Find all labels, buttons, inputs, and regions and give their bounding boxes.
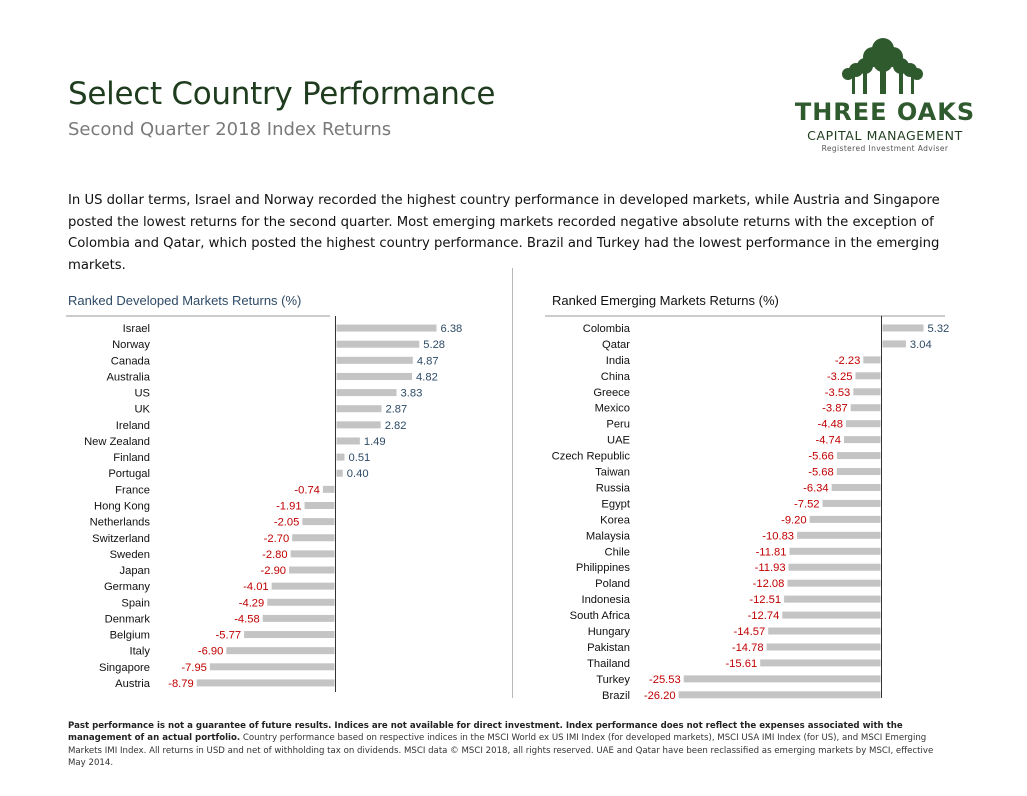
developed-category-label: Italy xyxy=(129,645,150,658)
emerging-category-label: Korea xyxy=(600,514,630,527)
developed-data-label: -2.70 xyxy=(263,532,290,545)
developed-bar xyxy=(337,470,343,477)
developed-category-label: Portugal xyxy=(108,468,150,481)
emerging-category-label: Taiwan xyxy=(595,466,630,479)
emerging-bar xyxy=(684,675,881,682)
developed-category-label: Switzerland xyxy=(92,532,150,545)
developed-category-label: Australia xyxy=(106,371,150,384)
emerging-bar xyxy=(846,420,881,427)
emerging-data-label: -12.08 xyxy=(752,578,785,591)
developed-data-label: 5.28 xyxy=(423,339,446,352)
emerging-data-label: -7.52 xyxy=(794,498,820,511)
developed-category-label: New Zealand xyxy=(84,435,150,448)
emerging-data-label: 3.04 xyxy=(909,338,932,351)
page-title: Select Country Performance xyxy=(68,76,496,112)
emerging-data-label: -10.83 xyxy=(762,530,795,543)
developed-data-label: -4.01 xyxy=(243,581,269,594)
developed-bar xyxy=(272,583,335,590)
emerging-bar xyxy=(789,564,881,571)
emerging-category-label: South Africa xyxy=(569,610,630,623)
emerging-data-label: -3.25 xyxy=(826,370,853,383)
emerging-category-label: Philippines xyxy=(575,562,630,575)
developed-data-label: -2.80 xyxy=(262,548,288,561)
developed-bar xyxy=(337,454,345,461)
emerging-data-label: -25.53 xyxy=(649,673,681,686)
emerging-data-label: -11.93 xyxy=(754,562,786,575)
developed-bar xyxy=(197,679,335,686)
emerging-bar xyxy=(837,452,881,459)
emerging-bar xyxy=(863,356,880,363)
developed-data-label: -4.58 xyxy=(234,613,260,626)
emerging-bar xyxy=(832,484,881,491)
emerging-bar xyxy=(797,532,880,539)
emerging-data-label: -14.57 xyxy=(733,626,766,639)
emerging-data-label: -12.74 xyxy=(747,610,780,623)
developed-bar xyxy=(337,325,437,332)
developed-category-label: US xyxy=(134,387,150,400)
developed-bar xyxy=(291,550,335,557)
emerging-category-label: Peru xyxy=(606,418,630,431)
footer-disclaimer xyxy=(68,720,948,769)
emerging-category-label: Pakistan xyxy=(587,641,630,654)
developed-data-label: 0.51 xyxy=(348,452,371,465)
developed-bar xyxy=(267,599,334,606)
developed-category-label: Denmark xyxy=(104,613,150,626)
emerging-bar xyxy=(782,612,880,619)
developed-data-label: 1.49 xyxy=(363,435,386,448)
developed-data-label: -2.90 xyxy=(260,565,287,578)
emerging-data-label: -15.61 xyxy=(725,657,758,670)
developed-bar xyxy=(323,486,335,493)
emerging-category-label: Malaysia xyxy=(585,530,630,543)
emerging-bar xyxy=(679,691,881,698)
developed-bar xyxy=(337,405,382,412)
developed-category-label: Israel xyxy=(122,323,150,336)
developed-category-label: France xyxy=(115,484,150,497)
emerging-bar xyxy=(851,404,881,411)
emerging-data-label: 5.32 xyxy=(927,322,950,335)
emerging-bar xyxy=(823,500,881,507)
developed-bar xyxy=(337,373,413,380)
developed-category-label: Finland xyxy=(113,452,150,465)
developed-category-label: Austria xyxy=(115,677,150,690)
emerging-category-label: UAE xyxy=(606,434,630,447)
emerging-category-label: Poland xyxy=(595,578,630,591)
developed-bar xyxy=(289,567,334,574)
emerging-data-label: -26.20 xyxy=(643,689,676,702)
emerging-bar xyxy=(883,324,924,331)
developed-bar xyxy=(302,518,334,525)
developed-data-label: 4.87 xyxy=(416,355,439,368)
developed-category-label: Canada xyxy=(110,355,150,368)
emerging-bar xyxy=(768,628,880,635)
emerging-data-label: -5.68 xyxy=(808,466,834,479)
developed-bar xyxy=(244,631,334,638)
developed-data-label: 6.38 xyxy=(440,323,463,336)
emerging-data-label: -3.53 xyxy=(824,386,851,399)
emerging-category-label: Czech Republic xyxy=(551,450,630,463)
emerging-category-label: Hungary xyxy=(587,626,630,639)
emerging-bar xyxy=(810,516,881,523)
emerging-data-label: -4.48 xyxy=(817,418,843,431)
developed-bar xyxy=(337,389,397,396)
developed-data-label: -2.05 xyxy=(273,516,300,529)
footer-text: Country performance based on respective indices in the MSCI World ex US IMI Index (for developed markets), MSCI USA IMI Index (for US), and MSCI Emerging Markets IMI Index. All returns in USD and net of withholding tax on dividends. MSCI data © MSCI 2018, all rights reserved. UAE and Qatar have been reclassified as emerging markets by MSCI, effective May 2014. xyxy=(68,733,934,768)
developed-data-label: -7.95 xyxy=(181,661,207,674)
developed-bar xyxy=(226,647,334,654)
emerging-bar xyxy=(853,388,880,395)
emerging-category-label: Qatar xyxy=(602,338,630,351)
emerging-category-label: Thailand xyxy=(587,657,630,670)
emerging-bar xyxy=(789,548,880,555)
emerging-data-label: -5.66 xyxy=(808,450,834,463)
emerging-data-label: -11.81 xyxy=(755,546,787,559)
emerging-category-label: Indonesia xyxy=(581,594,630,607)
emerging-category-label: Chile xyxy=(604,546,630,559)
emerging-bar xyxy=(855,372,880,379)
emerging-category-label: Egypt xyxy=(601,498,630,511)
developed-bar xyxy=(210,663,335,670)
logo-line2: CAPITAL MANAGEMENT xyxy=(807,128,963,143)
developed-data-label: -6.90 xyxy=(197,645,224,658)
emerging-bar xyxy=(767,643,881,650)
developed-category-label: Netherlands xyxy=(89,516,150,529)
emerging-data-label: -9.20 xyxy=(781,514,807,527)
emerging-data-label: -6.34 xyxy=(803,482,829,495)
developed-data-label: 0.40 xyxy=(346,468,369,481)
emerging-data-label: -4.74 xyxy=(815,434,841,447)
developed-bar xyxy=(305,502,335,509)
logo-line3: Registered Investment Adviser xyxy=(821,144,949,153)
developed-category-label: Germany xyxy=(103,581,150,594)
developed-category-label: Spain xyxy=(121,597,150,610)
developed-category-label: Japan xyxy=(119,565,150,578)
emerging-data-label: -3.87 xyxy=(822,402,848,415)
emerging-data-label: -14.78 xyxy=(731,641,764,654)
developed-data-label: -1.91 xyxy=(276,500,302,513)
intro-paragraph: In US dollar terms, Israel and Norway recorded the highest country performance in developed markets, while Austria and Singapore posted the lowest returns for the second quarter. Most emerging markets recorded negative absolute returns with the exception of Colombia and Qatar, which posted the highest country performance. Brazil and Turkey had the lowest performance in the emerging markets. xyxy=(68,193,940,273)
developed-bar xyxy=(263,615,335,622)
developed-data-label: -4.29 xyxy=(238,597,265,610)
emerging-data-label: -12.51 xyxy=(749,594,782,607)
footer-bold: Past performance is not a guarantee of future results. Indices are not available for direct investment. Index performance does not reflect the expenses associated with the management of an actual portfolio. xyxy=(68,721,903,744)
emerging-bar xyxy=(844,436,881,443)
emerging-bar xyxy=(837,468,881,475)
logo-name: THREE OAKS xyxy=(794,98,976,126)
developed-data-label: -5.77 xyxy=(215,629,242,642)
developed-category-label: Ireland xyxy=(115,419,150,432)
developed-bar xyxy=(337,341,420,348)
developed-data-label: 2.82 xyxy=(384,419,407,432)
developed-category-label: Hong Kong xyxy=(94,500,150,513)
emerging-bar xyxy=(760,659,880,666)
emerging-category-label: Russia xyxy=(595,482,630,495)
developed-data-label: 3.83 xyxy=(400,387,423,400)
emerging-category-label: Mexico xyxy=(594,402,630,415)
developed-category-label: Norway xyxy=(112,339,150,352)
page-subtitle: Second Quarter 2018 Index Returns xyxy=(68,119,392,140)
developed-bar xyxy=(337,357,413,364)
developed-data-label: -0.74 xyxy=(294,484,320,497)
emerging-bar xyxy=(883,340,906,347)
developed-category-label: Singapore xyxy=(98,661,150,674)
developed-category-label: Sweden xyxy=(109,548,150,561)
emerging-chart-title: Ranked Emerging Markets Returns (%) xyxy=(552,293,779,308)
emerging-category-label: Greece xyxy=(593,386,630,399)
emerging-category-label: China xyxy=(600,370,630,383)
emerging-category-label: India xyxy=(605,354,630,367)
emerging-bar xyxy=(787,580,880,587)
developed-category-label: UK xyxy=(134,403,150,416)
emerging-data-label: -2.23 xyxy=(834,354,861,367)
developed-category-label: Belgium xyxy=(109,629,150,642)
developed-bar xyxy=(337,421,381,428)
developed-data-label: -8.79 xyxy=(168,677,194,690)
emerging-category-label: Brazil xyxy=(602,689,630,702)
emerging-category-label: Turkey xyxy=(596,673,630,686)
developed-data-label: 2.87 xyxy=(385,403,408,416)
developed-bar xyxy=(292,534,334,541)
developed-bar xyxy=(337,437,360,444)
developed-data-label: 4.82 xyxy=(416,371,438,384)
developed-chart-title: Ranked Developed Markets Returns (%) xyxy=(68,293,302,308)
emerging-bar xyxy=(784,596,880,603)
emerging-category-label: Colombia xyxy=(582,322,630,335)
